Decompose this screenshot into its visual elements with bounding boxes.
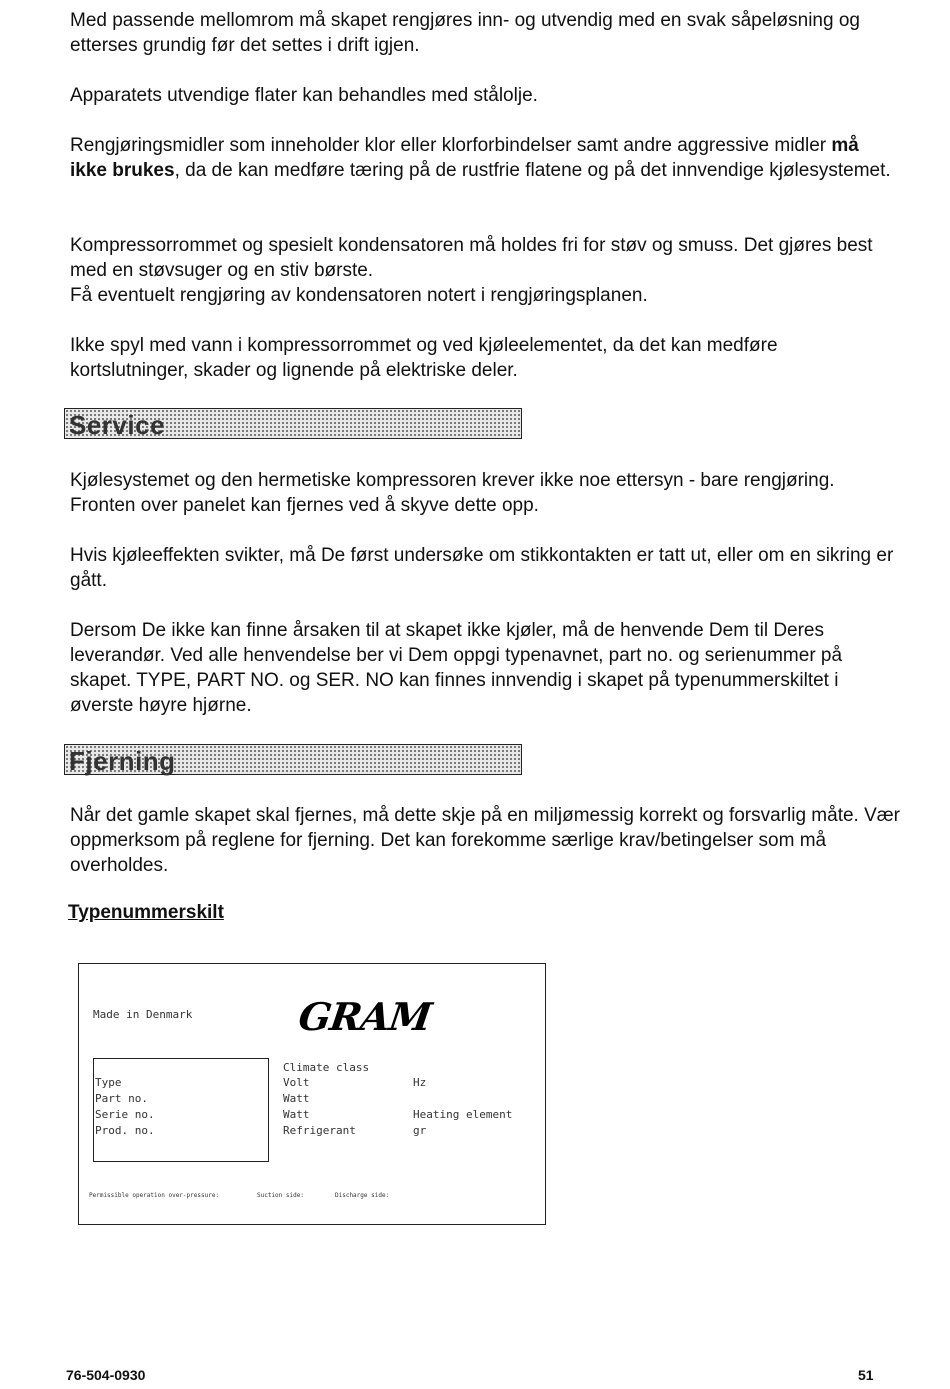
gram-logo: GRAM: [295, 994, 434, 1039]
plate-label-watt-1: Watt: [283, 1092, 310, 1105]
plate-discharge-label: Discharge side:: [335, 1192, 390, 1199]
document-number: 76-504-0930: [66, 1367, 146, 1383]
service-heading-bar: [64, 408, 522, 439]
cleaning-paragraph-5: Ikke spyl med vann i kompressorrommet og ved kjøleelementet, da det kan medføre kortslutninger, skader og lignende på elektriske deler.: [70, 335, 778, 381]
cleaning-paragraph-4: [70, 233, 900, 308]
fjerning-heading: Fjerning: [69, 746, 176, 776]
plate-label-watt-2: Watt: [283, 1108, 310, 1121]
cleaning-p3-text-a: Rengjøringsmidler som inneholder klor eller klorforbindelser samt andre aggressive midler: [70, 135, 832, 156]
plate-label-prod-no: Prod. no.: [95, 1124, 155, 1137]
type-plate: [78, 963, 546, 1225]
plate-label-climate-class: Climate class: [283, 1061, 370, 1074]
plate-unit-gr: gr: [413, 1124, 427, 1137]
plate-label-serie-no: Serie no.: [95, 1108, 155, 1121]
cleaning-p3-emphasis: må ikke brukes: [70, 135, 859, 181]
plate-label-part-no: Part no.: [95, 1092, 148, 1105]
cleaning-paragraph-3: [70, 133, 900, 183]
cleaning-paragraph-1: Med passende mellomrom må skapet rengjøres inn- og utvendig med en svak såpeløsning og etterses grundig før det settes i drift igjen.: [70, 10, 860, 56]
plate-suction-label: Suction side:: [257, 1192, 304, 1199]
service-paragraph-1: Kjølesystemet og den hermetiske kompressoren krever ikke noe ettersyn - bare rengjøring. Fronten over panelet kan fjernes ved å skyve dette opp.: [70, 470, 835, 516]
plate-label-type: Type: [95, 1076, 122, 1089]
service-heading: Service: [69, 410, 166, 440]
cleaning-paragraph-2: Apparatets utvendige flater kan behandles med stålolje.: [70, 85, 538, 106]
service-paragraph-3: Dersom De ikke kan finne årsaken til at skapet ikke kjøler, må de henvende Dem til Deres leverandør. Ved alle henvendelse ber vi Dem oppgi typenavnet, part no. og serienummer på skapet. TYPE, PART NO. og SER. NO kan finnes innvendig i skapet på typenummerskiltet i øverste høyre hjørne.: [70, 620, 843, 716]
fjerning-heading-bar: [64, 744, 522, 775]
fjerning-paragraph-1: Når det gamle skapet skal fjernes, må dette skje på en miljømessig korrekt og forsvarlig måte. Vær oppmerksom på reglene for fjerning. Det kan forekomme særlige krav/betingelser som må overholdes.: [70, 805, 900, 876]
made-in-label: Made in Denmark: [93, 1008, 193, 1021]
cleaning-p3-text-b: , da de kan medføre tæring på de rustfrie flatene og på det innvendige kjølesystemet.: [174, 160, 891, 181]
cleaning-p4-line-1: Kompressorrommet og spesielt kondensatoren må holdes fri for støv og smuss. Det gjøres best med en støvsuger og en stiv børste.: [70, 235, 873, 281]
plate-label-heating-element: Heating element: [413, 1108, 513, 1121]
plate-unit-hz: Hz: [413, 1076, 427, 1089]
plate-overpressure-label: Permissible operation over-pressure:: [89, 1192, 220, 1199]
service-paragraph-2: Hvis kjøleeffekten svikter, må De først undersøke om stikkontakten er tatt ut, eller om en sikring er gått.: [70, 545, 894, 591]
plate-label-refrigerant: Refrigerant: [283, 1124, 356, 1137]
cleaning-p4-line-2: Få eventuelt rengjøring av kondensatoren notert i rengjøringsplanen.: [70, 285, 648, 306]
plate-subheading: Typenummerskilt: [68, 902, 224, 923]
page-number: 51: [858, 1367, 874, 1383]
plate-label-volt: Volt: [283, 1076, 310, 1089]
